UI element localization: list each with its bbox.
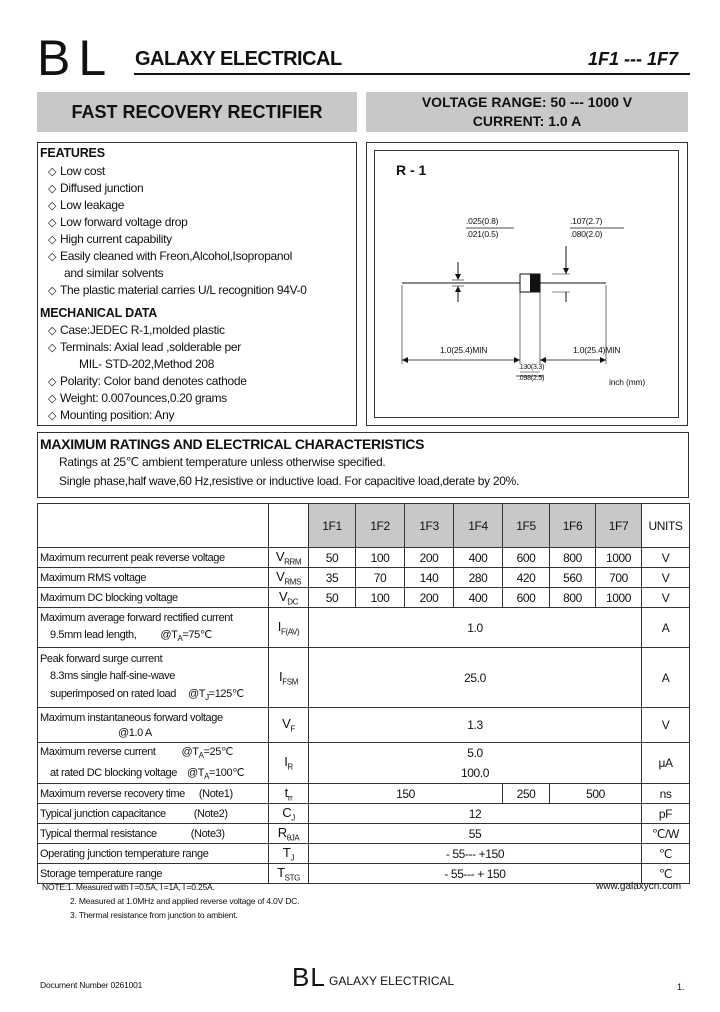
table-row xyxy=(38,608,690,648)
body-length-max: .130(3.3) xyxy=(518,364,545,371)
document-number: Document Number 0261001 xyxy=(40,980,143,990)
cell-value: 55 xyxy=(309,824,642,844)
cell-value: 800 xyxy=(550,548,596,568)
cell-unit: A xyxy=(642,648,690,708)
cell-value: 1000 xyxy=(596,548,642,568)
body-dia-max: .107(2.7) xyxy=(570,216,603,226)
diamond-bullet-icon: ◇ xyxy=(48,217,57,229)
symbol: $T_{STG}$ xyxy=(269,864,309,884)
package-label: R - 1 xyxy=(396,162,427,178)
table-row xyxy=(38,568,690,588)
table-row xyxy=(38,844,690,864)
product-title-bar xyxy=(37,92,357,132)
table-row xyxy=(38,804,690,824)
cell-unit: μA xyxy=(642,743,690,784)
mechanical-item: ◇ Case:JEDEC R-1,molded plastic xyxy=(48,323,225,337)
cell-value: 25.0 xyxy=(309,648,642,708)
symbol: $t_{rr}$ xyxy=(269,784,309,804)
table-row xyxy=(38,743,690,784)
feature-item: ◇ Low cost xyxy=(48,164,105,178)
note-1: NOTE:1. Measured with I =0.5A, I =1A, I =0.25A. xyxy=(42,882,215,892)
param-label: Operating junction temperature range xyxy=(38,844,269,864)
symbol: $I_R$ xyxy=(269,743,309,784)
diamond-bullet-icon: ◇ xyxy=(48,376,57,388)
cell-value: 560 xyxy=(550,568,596,588)
diamond-bullet-icon: ◇ xyxy=(48,285,57,297)
cell-value: 1000 xyxy=(596,588,642,608)
symbol: $I_{FSM}$ xyxy=(269,648,309,708)
param-label: Typical junction capacitance (Note2) xyxy=(38,804,269,824)
col-units: UNITS xyxy=(642,504,690,548)
cell-value: 800 xyxy=(550,588,596,608)
cell-value: 100 xyxy=(356,588,405,608)
mechanical-item-continued: MIL- STD-202,Method 208 xyxy=(79,357,215,371)
mechanical-item: ◇ Polarity: Color band denotes cathode xyxy=(48,374,247,388)
table-row xyxy=(38,648,690,708)
symbol: $V_F$ xyxy=(269,708,309,743)
header-blank xyxy=(38,504,269,548)
col-1f4: 1F4 xyxy=(454,504,503,548)
footer-company: GALAXY ELECTRICAL xyxy=(329,974,455,988)
cell-unit: V xyxy=(642,708,690,743)
mechanical-item: ◇ Weight: 0.007ounces,0.20 grams xyxy=(48,391,227,405)
mechanical-title: MECHANICAL DATA xyxy=(40,306,158,320)
table-row xyxy=(38,708,690,743)
cell-unit: V xyxy=(642,588,690,608)
diamond-bullet-icon: ◇ xyxy=(48,393,57,405)
feature-item: ◇ Easily cleaned with Freon,Alcohol,Isopropanol xyxy=(48,249,292,263)
table-row xyxy=(38,548,690,568)
col-1f3: 1F3 xyxy=(405,504,454,548)
symbol: $R_{\theta JA}$ xyxy=(269,824,309,844)
col-1f1: 1F1 xyxy=(309,504,356,548)
cell-value: 35 xyxy=(309,568,356,588)
cell-value: 400 xyxy=(454,548,503,568)
param-label: Maximum RMS voltage xyxy=(38,568,269,588)
feature-item: ◇ High current capability xyxy=(48,232,172,246)
param-label: Maximum DC blocking voltage xyxy=(38,588,269,608)
diamond-bullet-icon: ◇ xyxy=(48,166,57,178)
cell-value: 200 xyxy=(405,548,454,568)
footer-logo: BL xyxy=(292,962,326,992)
symbol: $V_{RRM}$ xyxy=(269,548,309,568)
cell-value: 250 xyxy=(503,784,550,804)
header-symbol-blank xyxy=(269,504,309,548)
diamond-bullet-icon: ◇ xyxy=(48,200,57,212)
param-label: Peak forward surge current 8.3ms single half-sine-wave superimposed on rated load $@T_J=125℃$ xyxy=(38,648,269,708)
diamond-bullet-icon: ◇ xyxy=(48,325,57,337)
col-1f5: 1F5 xyxy=(503,504,550,548)
page-number: 1. xyxy=(677,982,685,992)
cell-unit: A xyxy=(642,608,690,648)
cell-value: 100 xyxy=(356,548,405,568)
cell-value: 5.0 100.0 xyxy=(309,743,642,784)
param-label: Storage temperature range xyxy=(38,864,269,884)
cell-value: 600 xyxy=(503,548,550,568)
cell-value: 700 xyxy=(596,568,642,588)
symbol: $C_J$ xyxy=(269,804,309,824)
rating-summary-bar xyxy=(366,92,688,132)
cell-value: 200 xyxy=(405,588,454,608)
table-row xyxy=(38,588,690,608)
feature-item: ◇ Low forward voltage drop xyxy=(48,215,188,229)
voltage-range: VOLTAGE RANGE: 50 --- 1000 V xyxy=(421,94,633,110)
header-logo: BL xyxy=(37,30,115,86)
symbol: $V_{RMS}$ xyxy=(269,568,309,588)
table-row xyxy=(38,824,690,844)
symbol: $V_{DC}$ xyxy=(269,588,309,608)
col-1f2: 1F2 xyxy=(356,504,405,548)
symbol: $I_{F(AV)}$ xyxy=(269,608,309,648)
cell-unit: pF xyxy=(642,804,690,824)
param-label: Maximum instantaneous forward voltage @1.0 A xyxy=(38,708,269,743)
ratings-title: MAXIMUM RATINGS AND ELECTRICAL CHARACTERISTICS xyxy=(40,436,425,452)
cell-value: - 55--- + 150 xyxy=(309,864,642,884)
cell-value: 50 xyxy=(309,548,356,568)
param-label: Maximum reverse recovery time (Note1) xyxy=(38,784,269,804)
cell-unit: V xyxy=(642,568,690,588)
cell-value: 70 xyxy=(356,568,405,588)
website-link[interactable]: www.galaxycn.com xyxy=(596,881,682,892)
cell-unit: ns xyxy=(642,784,690,804)
cell-value: 400 xyxy=(454,588,503,608)
ratings-note-1: Ratings at 25℃ ambient temperature unless otherwise specified. xyxy=(59,455,386,469)
note-3: 3. Thermal resistance from junction to ambient. xyxy=(70,910,238,920)
cell-value: 1.3 xyxy=(309,708,642,743)
diamond-bullet-icon: ◇ xyxy=(48,183,57,195)
characteristics-table xyxy=(37,503,690,884)
cell-value: 1.0 xyxy=(309,608,642,648)
cell-unit: ℃ xyxy=(642,844,690,864)
product-title: FAST RECOVERY RECTIFIER xyxy=(71,101,323,122)
lead-dia-max: .025(0.8) xyxy=(466,216,499,226)
diamond-bullet-icon: ◇ xyxy=(48,234,57,246)
cell-value: 420 xyxy=(503,568,550,588)
feature-item-continued: and similar solvents xyxy=(64,266,164,280)
diamond-bullet-icon: ◇ xyxy=(48,410,57,422)
param-label: Maximum reverse current $@T_A=25℃$ at rated DC blocking voltage $@T_A=100℃$ xyxy=(38,743,269,784)
lead-dia-min: .021(0.5) xyxy=(466,229,499,239)
ratings-note-2: Single phase,half wave,60 Hz,resistive or inductive load. For capacitive load,derate by 20%. xyxy=(59,474,520,488)
symbol: $T_J$ xyxy=(269,844,309,864)
features-title: FEATURES xyxy=(40,146,105,160)
cell-unit: V xyxy=(642,548,690,568)
current-rating: CURRENT: 1.0 A xyxy=(472,113,582,129)
cell-value: - 55--- +150 xyxy=(309,844,642,864)
lead-length-right: 1.0(25.4)MIN xyxy=(573,345,621,355)
company-name: GALAXY ELECTRICAL xyxy=(135,48,342,70)
note-2: 2. Measured at 1.0MHz and applied reverse voltage of 4.0V DC. xyxy=(70,896,300,906)
feature-item: ◇ The plastic material carries U/L recognition 94V-0 xyxy=(48,283,307,297)
param-label: Typical thermal resistance (Note3) xyxy=(38,824,269,844)
cell-value: 600 xyxy=(503,588,550,608)
mechanical-item: ◇ Terminals: Axial lead ,solderable per xyxy=(48,340,242,354)
col-1f7: 1F7 xyxy=(596,504,642,548)
cell-value: 12 xyxy=(309,804,642,824)
cell-value: 150 xyxy=(309,784,503,804)
table-row xyxy=(38,784,690,804)
diamond-bullet-icon: ◇ xyxy=(48,342,57,354)
table-row xyxy=(38,864,690,884)
table-header-row xyxy=(38,504,690,548)
units-label: inch (mm) xyxy=(609,377,645,387)
mechanical-item: ◇ Mounting position: Any xyxy=(48,408,175,422)
lead-length-left: 1.0(25.4)MIN xyxy=(440,345,488,355)
body-length-min: .098(2.5) xyxy=(518,375,545,382)
cell-unit: ℃ xyxy=(642,864,690,884)
cell-value: 500 xyxy=(550,784,642,804)
param-label: Maximum recurrent peak reverse voltage xyxy=(38,548,269,568)
header-rule xyxy=(134,73,690,75)
feature-item: ◇ Low leakage xyxy=(48,198,125,212)
cell-unit: ℃/W xyxy=(642,824,690,844)
cell-value: 50 xyxy=(309,588,356,608)
param-label: Maximum average forward rectified current 9.5mm lead length, $@T_A=75℃$ xyxy=(38,608,269,648)
cell-value: 140 xyxy=(405,568,454,588)
body-dia-min: .080(2.0) xyxy=(570,229,603,239)
cell-value: 280 xyxy=(454,568,503,588)
col-1f6: 1F6 xyxy=(550,504,596,548)
part-number-range: 1F1 --- 1F7 xyxy=(587,49,678,69)
diamond-bullet-icon: ◇ xyxy=(48,251,57,263)
feature-item: ◇ Diffused junction xyxy=(48,181,144,195)
